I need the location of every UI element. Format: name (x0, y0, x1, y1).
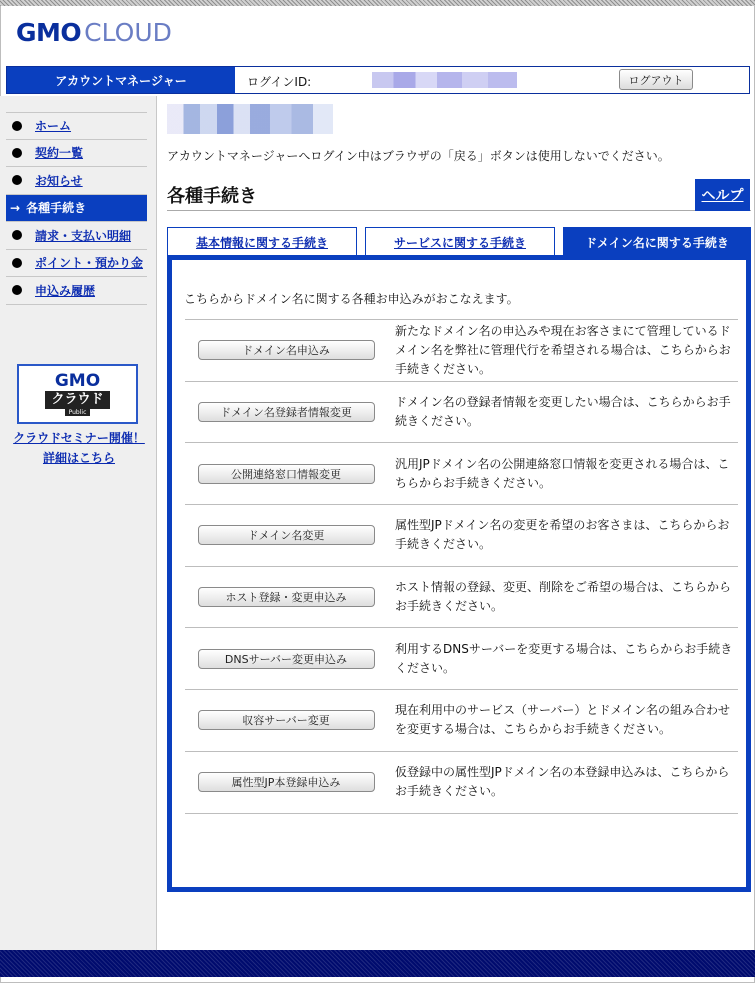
bullet-icon (12, 121, 22, 131)
tab-bar (167, 227, 751, 255)
tab-basic-info[interactable]: 基本情報に関する手続き (167, 227, 357, 256)
sidebar-item-contracts[interactable] (6, 140, 147, 168)
banner-gmo-text: GMO (54, 371, 101, 391)
dns-change-button[interactable]: DNSサーバー変更申込み (198, 649, 375, 669)
procedure-row (185, 628, 738, 690)
bullet-icon (12, 285, 22, 295)
procedure-row (185, 505, 738, 567)
top-stripe (0, 0, 755, 6)
banner-public-text: Public (65, 409, 91, 416)
login-id-redacted (372, 72, 517, 88)
procedure-row (185, 690, 738, 752)
sidebar-item-label[interactable]: 契約一覧 (35, 146, 84, 161)
host-registration-button[interactable]: ホスト登録・変更申込み (198, 587, 375, 607)
procedure-description: ホスト情報の登録、変更、削除をご希望の場合は、こちらからお手続きください。 (395, 580, 732, 614)
procedure-row (185, 382, 738, 444)
bullet-icon (12, 258, 22, 268)
logo-cloud-text: CLOUD (84, 18, 172, 47)
procedure-description: 仮登録中の属性型JPドメイン名の本登録申込みは、こちらからお手続きください。 (395, 765, 730, 799)
bullet-icon (12, 230, 22, 240)
sidebar-item-label: 各種手続き (26, 201, 87, 216)
procedure-description: 属性型JPドメイン名の変更を希望のお客さまは、こちらからお手続きください。 (395, 518, 730, 552)
sidebar-item-procedures[interactable] (6, 195, 147, 223)
server-change-button[interactable]: 収容サーバー変更 (198, 710, 375, 730)
logout-button[interactable]: ログアウト (619, 69, 693, 90)
procedure-description: 汎用JPドメイン名の公開連絡窓口情報を変更される場合は、こちらからお手続きください。 (395, 456, 730, 490)
sidebar-item-home[interactable] (6, 112, 147, 140)
back-button-notice: アカウントマネージャーへログイン中はブラウザの「戻る」ボタンは使用しないでください。 (167, 149, 670, 163)
procedure-row (185, 752, 738, 814)
footer-bar (0, 950, 755, 977)
header-bar (6, 66, 750, 94)
login-id-label: ログインID: (247, 75, 312, 89)
user-name-redacted (167, 104, 333, 134)
procedure-list (185, 319, 738, 814)
help-button[interactable]: ヘルプ (695, 179, 750, 211)
tab-services[interactable]: サービスに関する手続き (365, 227, 555, 256)
sidebar-item-points[interactable] (6, 250, 147, 278)
gmo-cloud-logo[interactable] (16, 18, 172, 46)
sidebar-item-label[interactable]: 申込み履歴 (35, 283, 96, 298)
procedure-description: 新たなドメイン名の申込みや現在お客さまにて管理しているドメイン名を弊社に管理代行を希望される場合は、こちらからお手続きください。 (395, 323, 731, 376)
public-contact-change-button[interactable]: 公開連絡窓口情報変更 (198, 464, 375, 484)
registrant-change-button[interactable]: ドメイン名登録者情報変更 (198, 402, 375, 422)
page-title: 各種手続き (167, 186, 257, 207)
seminar-link[interactable]: クラウドセミナー開催！詳細はこちら (13, 431, 145, 465)
procedure-description: 現在利用中のサービス（サーバー）とドメイン名の組み合わせを変更する場合は、こちらからお手続きください。 (395, 703, 731, 737)
sidebar-item-news[interactable] (6, 167, 147, 195)
sidebar-item-billing[interactable] (6, 222, 147, 250)
sidebar-item-label[interactable]: 請求・支払い明細 (35, 228, 132, 243)
procedure-description: ドメイン名の登録者情報を変更したい場合は、こちらからお手続きください。 (395, 395, 731, 429)
procedure-row (185, 567, 738, 629)
right-arrow-icon: → (10, 200, 21, 215)
bullet-icon (12, 148, 22, 158)
procedure-row (185, 443, 738, 505)
domain-change-button[interactable]: ドメイン名変更 (198, 525, 375, 545)
domain-procedures-panel (167, 255, 751, 892)
jp-registration-button[interactable]: 属性型JP本登録申込み (198, 772, 375, 792)
sidebar-item-label[interactable]: お知らせ (35, 173, 83, 188)
sidebar-item-label[interactable]: ホーム (35, 119, 72, 134)
sidebar-item-history[interactable] (6, 277, 147, 305)
sidebar-item-label[interactable]: ポイント・預かり金 (35, 256, 144, 271)
title-divider (167, 210, 751, 211)
panel-intro: こちらからドメイン名に関する各種お申込みがおこなえます。 (184, 292, 519, 306)
sidebar (0, 96, 157, 950)
gmo-cloud-public-banner[interactable] (17, 364, 138, 424)
sidebar-nav (6, 112, 147, 305)
procedure-row (185, 320, 738, 382)
account-manager-title: アカウントマネージャー (7, 67, 235, 93)
logo-gmo-text: GMO (16, 18, 82, 47)
procedure-description: 利用するDNSサーバーを変更する場合は、こちらからお手続きください。 (395, 641, 733, 675)
tab-domains[interactable]: ドメイン名に関する手続き (563, 227, 751, 256)
banner-cloud-text: クラウド (45, 391, 109, 409)
domain-apply-button[interactable]: ドメイン名申込み (198, 340, 375, 360)
bullet-icon (12, 175, 22, 185)
